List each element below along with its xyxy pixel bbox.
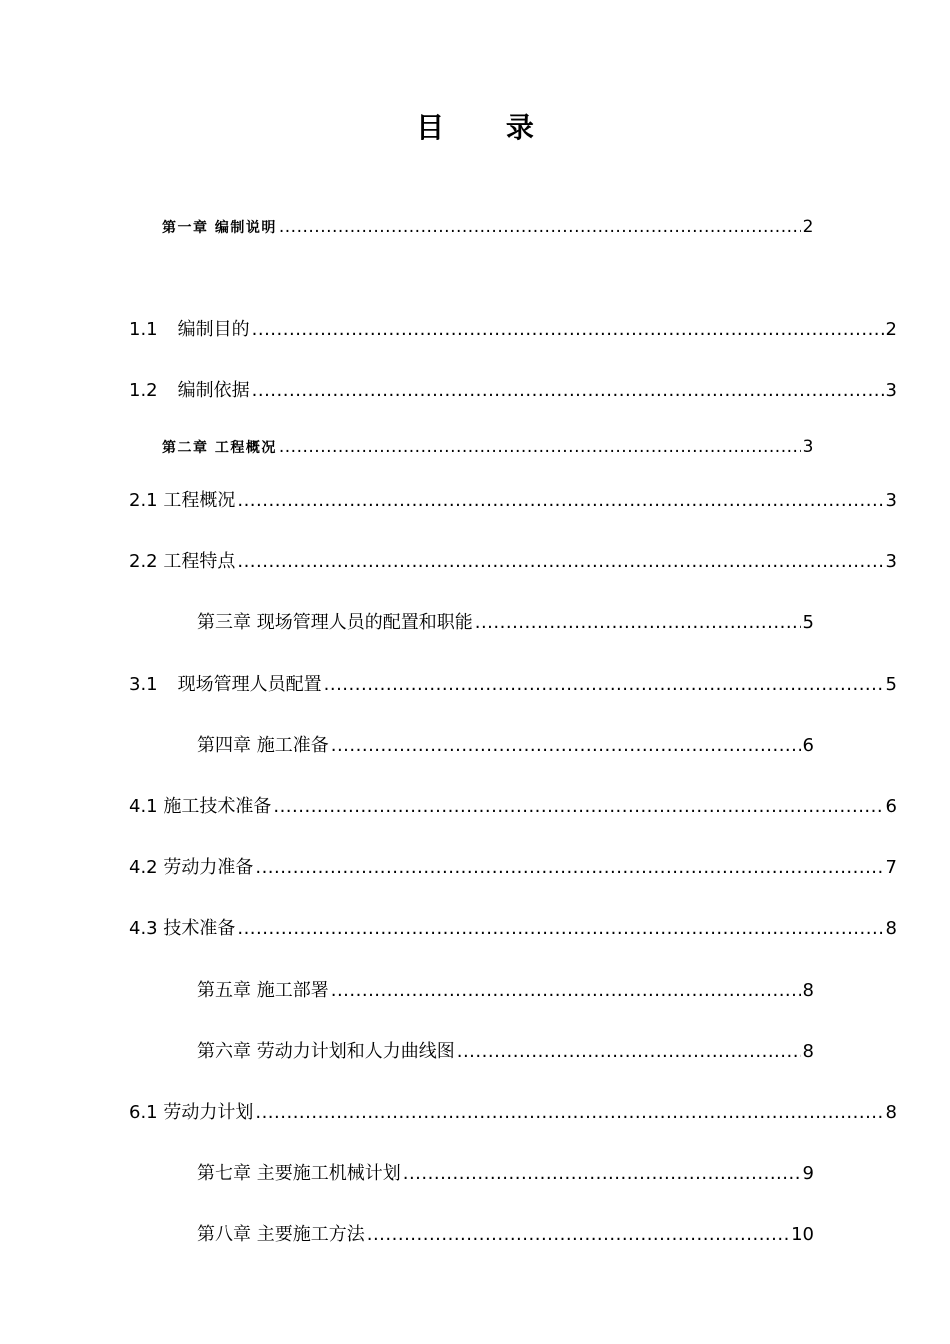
- toc-entry-chapter-8[interactable]: [197, 1222, 814, 1248]
- toc-leader-dots: [331, 733, 801, 759]
- toc-page-number: 5: [802, 612, 814, 633]
- page-title: 目 录: [416, 111, 560, 144]
- toc-entry-label: 第七章 主要施工机械计划: [197, 1163, 401, 1184]
- toc-entry-chapter-2[interactable]: [162, 434, 814, 460]
- toc-entry-3-1[interactable]: [129, 672, 897, 698]
- toc-leader-dots: [367, 1222, 789, 1248]
- toc-page-number: 7: [885, 857, 897, 878]
- toc-entry-label: 第五章 施工部署: [197, 980, 329, 1001]
- toc-entry-1-1[interactable]: [129, 317, 897, 343]
- toc-page-number: 5: [885, 674, 897, 695]
- toc-leader-dots: [252, 317, 884, 343]
- toc-page-number: 10: [791, 1224, 814, 1245]
- toc-entry-number: 3.1: [129, 674, 158, 695]
- toc-leader-dots: [255, 855, 883, 881]
- toc-entry-chapter-1[interactable]: [162, 214, 814, 240]
- toc-entry-chapter-5[interactable]: [197, 978, 814, 1004]
- toc-page-number: 9: [802, 1163, 814, 1184]
- toc-entry-label: [129, 317, 250, 343]
- toc-leader-dots: [475, 610, 801, 636]
- toc-page-number: 2: [802, 217, 814, 237]
- toc-entry-label: 第六章 劳动力计划和人力曲线图: [197, 1041, 455, 1062]
- toc-page-number: 3: [802, 437, 814, 457]
- toc-entry-label: 第八章 主要施工方法: [197, 1224, 365, 1245]
- toc-leader-dots: [279, 434, 801, 460]
- toc-page-number: 6: [802, 735, 814, 756]
- toc-page-number: 8: [802, 980, 814, 1001]
- toc-entry-chapter-4[interactable]: [197, 733, 814, 759]
- toc-leader-dots: [324, 672, 884, 698]
- toc-page-number: 3: [885, 551, 897, 572]
- toc-entry-label: 第四章 施工准备: [197, 735, 329, 756]
- toc-entry-label: 2.2 工程特点: [129, 551, 236, 572]
- toc-page-number: 3: [885, 490, 897, 511]
- toc-entry-number: 1.1: [129, 319, 158, 340]
- toc-page-number: 6: [885, 796, 897, 817]
- toc-leader-dots: [331, 978, 801, 1004]
- toc-entry-4-1[interactable]: [129, 794, 897, 820]
- toc-entry-chapter-3[interactable]: [197, 610, 814, 636]
- toc-entry-label: [129, 378, 250, 404]
- toc-entry-label: 第三章 现场管理人员的配置和职能: [197, 612, 473, 633]
- toc-page-number: 2: [885, 319, 897, 340]
- toc-entry-2-1[interactable]: [129, 488, 897, 514]
- toc-leader-dots: [403, 1161, 801, 1187]
- toc-entry-label: [129, 672, 322, 698]
- toc-entry-number: 1.2: [129, 380, 158, 401]
- toc-leader-dots: [273, 794, 883, 820]
- toc-entry-text: 现场管理人员配置: [177, 674, 322, 695]
- toc-entry-4-2[interactable]: [129, 855, 897, 881]
- toc-entry-chapter-7[interactable]: [197, 1161, 814, 1187]
- toc-entry-2-2[interactable]: [129, 549, 897, 575]
- toc-leader-dots: [457, 1039, 801, 1065]
- toc-entry-6-1[interactable]: [129, 1100, 897, 1126]
- toc-entry-label: 第二章 工程概况: [162, 440, 277, 456]
- toc-page-number: 3: [885, 380, 897, 401]
- toc-entry-label: 2.1 工程概况: [129, 490, 236, 511]
- toc-leader-dots: [237, 488, 883, 514]
- toc-entry-label: 6.1 劳动力计划: [129, 1102, 254, 1123]
- toc-leader-dots: [237, 916, 883, 942]
- toc-entry-label: 4.1 施工技术准备: [129, 796, 272, 817]
- toc-entry-4-3[interactable]: [129, 916, 897, 942]
- toc-leader-dots: [237, 549, 883, 575]
- toc-page-number: 8: [885, 918, 897, 939]
- toc-entry-chapter-6[interactable]: [197, 1039, 814, 1065]
- toc-entry-label: 4.2 劳动力准备: [129, 857, 254, 878]
- toc-entry-label: 第一章 编制说明: [162, 220, 277, 236]
- toc-entry-label: 4.3 技术准备: [129, 918, 236, 939]
- toc-page-number: 8: [885, 1102, 897, 1123]
- toc-leader-dots: [279, 214, 801, 240]
- toc-page-number: 8: [802, 1041, 814, 1062]
- toc-entry-text: 编制依据: [177, 380, 250, 401]
- toc-leader-dots: [252, 378, 884, 404]
- toc-entry-text: 编制目的: [177, 319, 250, 340]
- toc-leader-dots: [255, 1100, 883, 1126]
- toc-entry-1-2[interactable]: [129, 378, 897, 404]
